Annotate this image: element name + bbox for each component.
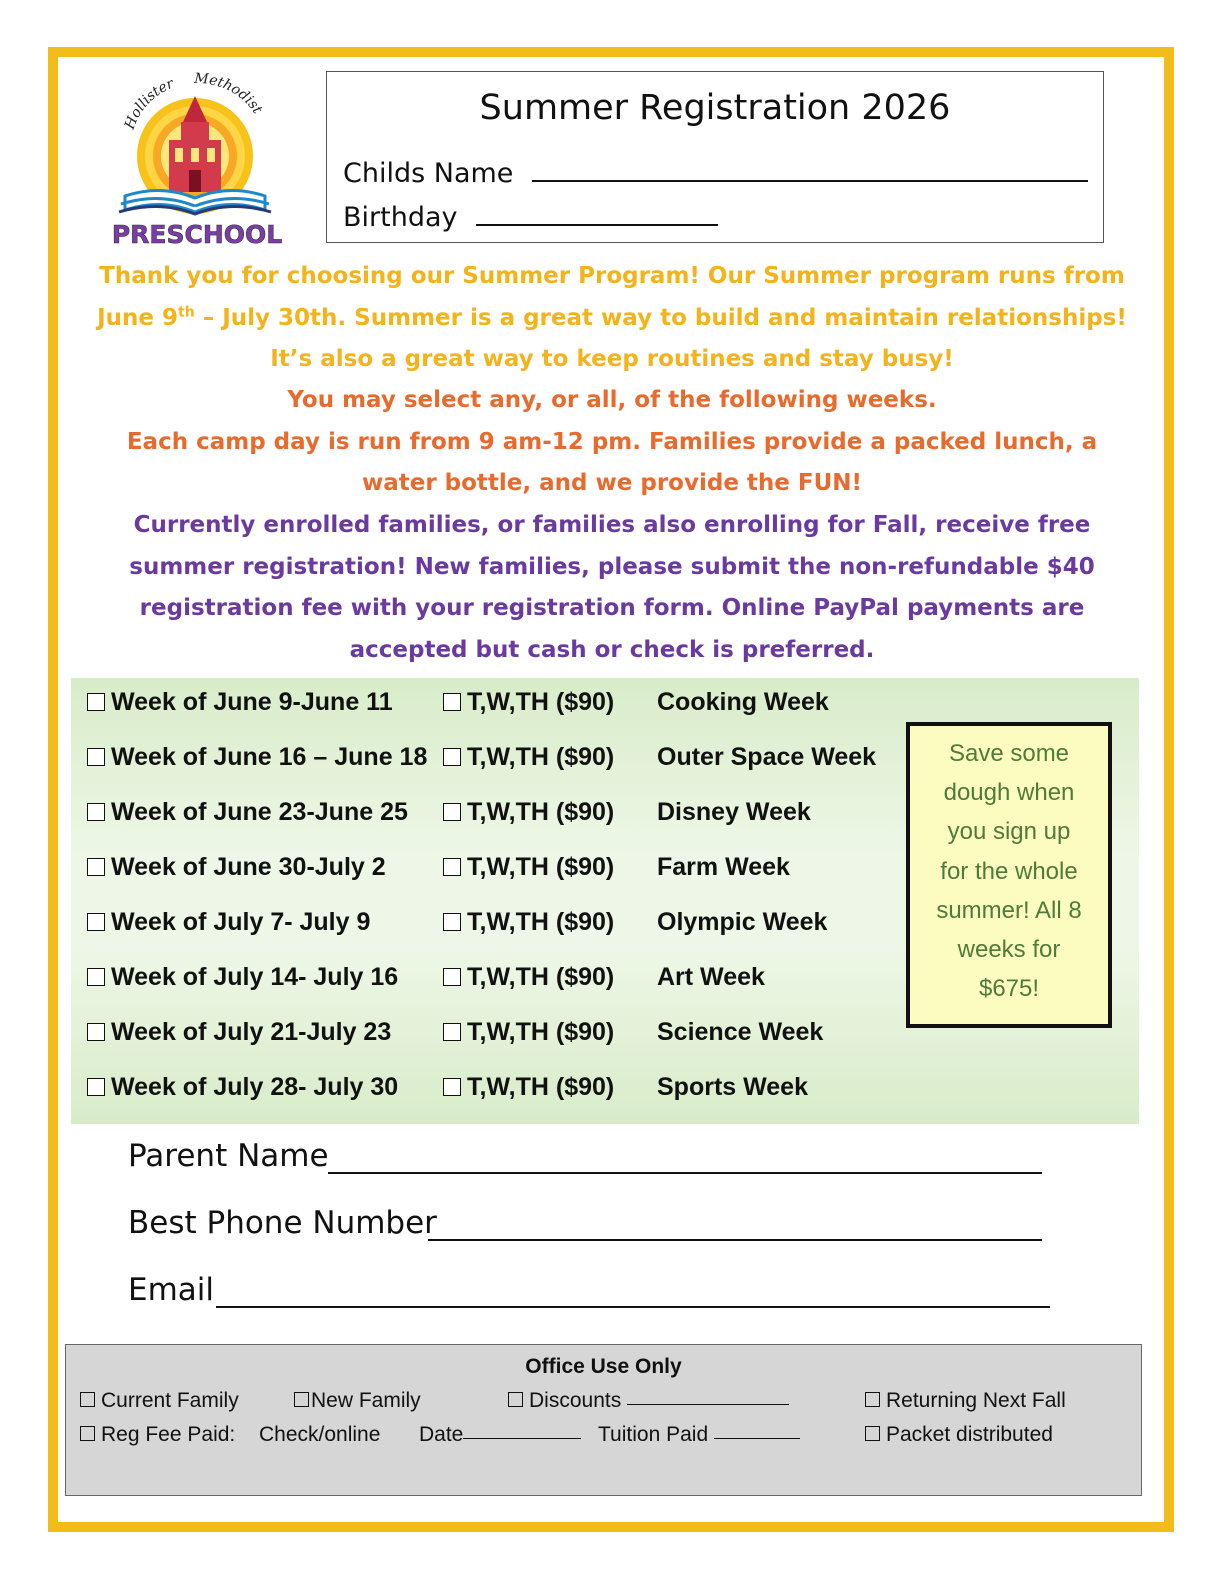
office-reg-fee xyxy=(80,1423,235,1447)
days-checkbox[interactable] xyxy=(443,858,461,876)
birthday-row xyxy=(343,202,718,233)
theme-label: Outer Space Week xyxy=(657,743,877,771)
office-label: Returning Next Fall xyxy=(886,1389,1066,1412)
church-window xyxy=(207,148,215,162)
office-new-family xyxy=(294,1389,421,1413)
week-row xyxy=(71,1018,951,1058)
page-title: Summer Registration 2026 xyxy=(479,88,951,128)
logo-word: PRESCHOOL xyxy=(111,220,283,249)
church-tower xyxy=(181,122,209,140)
intro-line: It’s also a great way to keep routines and stay busy! xyxy=(270,346,954,373)
office-checkbox[interactable] xyxy=(865,1392,880,1407)
phone-label: Best Phone Number xyxy=(128,1205,437,1241)
birthday-label: Birthday xyxy=(343,202,458,233)
week-row xyxy=(71,908,951,948)
promo-line: summer! All 8 xyxy=(936,896,1082,924)
intro-paragraph-3 xyxy=(90,505,1134,671)
intro-date-rest: – July 30th. Summer is a great way to build and maintain relationships! xyxy=(194,304,1127,331)
office-checkbox[interactable] xyxy=(294,1392,309,1407)
week-checkbox[interactable] xyxy=(87,693,105,711)
intro-line: Thank you for choosing our Summer Program! Our Summer program runs from xyxy=(99,263,1125,289)
date-field[interactable] xyxy=(463,1438,581,1439)
office-use-box xyxy=(65,1344,1142,1496)
week-label: Week of June 30-July 2 xyxy=(111,853,386,881)
office-packet xyxy=(865,1423,1053,1447)
logo-arc-text-1: Hollister xyxy=(121,75,177,132)
discounts-field[interactable] xyxy=(627,1404,789,1405)
week-checkbox[interactable] xyxy=(87,1078,105,1096)
phone-field[interactable] xyxy=(428,1239,1042,1241)
promo-line: weeks for xyxy=(957,936,1061,964)
office-checkbox[interactable] xyxy=(508,1392,523,1407)
theme-label: Olympic Week xyxy=(657,908,828,936)
parent-name-row xyxy=(128,1138,1044,1180)
office-label: Current Family xyxy=(101,1389,239,1412)
child-name-label: Childs Name xyxy=(343,158,514,189)
week-checkbox[interactable] xyxy=(87,858,105,876)
days-checkbox[interactable] xyxy=(443,1078,461,1096)
intro-line xyxy=(90,298,1134,340)
week-label: Week of June 9-June 11 xyxy=(111,688,393,716)
office-title: Office Use Only xyxy=(525,1355,682,1378)
intro-line: water bottle, and we provide the FUN! xyxy=(361,470,863,497)
days-label: T,W,TH ($90) xyxy=(467,1018,615,1046)
office-check-online: Check/online xyxy=(259,1423,381,1446)
theme-label: Farm Week xyxy=(657,853,790,881)
office-label: Packet distributed xyxy=(886,1423,1053,1446)
child-name-row xyxy=(343,158,1088,189)
days-checkbox[interactable] xyxy=(443,803,461,821)
intro-paragraph-2 xyxy=(90,380,1134,505)
days-checkbox[interactable] xyxy=(443,913,461,931)
logo-graphic xyxy=(103,72,293,252)
parent-name-field[interactable] xyxy=(328,1172,1042,1174)
intro-line: accepted but cash or check is preferred. xyxy=(349,636,875,663)
days-checkbox[interactable] xyxy=(443,748,461,766)
week-row xyxy=(71,743,951,783)
week-checkbox[interactable] xyxy=(87,968,105,986)
intro-line: summer registration! New families, please submit the non-refundable $40 xyxy=(129,553,1095,580)
logo-arc-text-2: Methodist xyxy=(193,72,266,117)
office-tuition xyxy=(598,1423,800,1447)
promo-line: dough when xyxy=(943,779,1075,807)
week-checkbox[interactable] xyxy=(87,748,105,766)
theme-label: Disney Week xyxy=(657,798,811,826)
days-label: T,W,TH ($90) xyxy=(467,688,615,716)
office-checkbox[interactable] xyxy=(80,1392,95,1407)
week-label: Week of July 28- July 30 xyxy=(111,1073,399,1101)
days-label: T,W,TH ($90) xyxy=(467,743,615,771)
preschool-logo xyxy=(103,72,293,252)
week-row xyxy=(71,798,951,838)
days-label: T,W,TH ($90) xyxy=(467,853,615,881)
birthday-field[interactable] xyxy=(476,222,718,226)
phone-row xyxy=(128,1205,1044,1247)
intro-date-start: June 9 xyxy=(97,304,179,331)
promo-box xyxy=(906,722,1112,1028)
days-label: T,W,TH ($90) xyxy=(467,908,615,936)
days-label: T,W,TH ($90) xyxy=(467,798,615,826)
church-window xyxy=(191,148,199,162)
office-discounts xyxy=(508,1389,789,1413)
office-label: Tuition Paid xyxy=(598,1423,709,1446)
week-row xyxy=(71,688,951,728)
intro-line: You may select any, or all, of the following weeks. xyxy=(287,387,937,413)
week-checkbox[interactable] xyxy=(87,913,105,931)
days-checkbox[interactable] xyxy=(443,693,461,711)
intro-ordinal: th xyxy=(178,303,195,320)
email-label: Email xyxy=(128,1272,215,1308)
email-field[interactable] xyxy=(216,1306,1050,1308)
promo-line: Save some xyxy=(948,740,1070,767)
intro-paragraph-1 xyxy=(90,256,1134,381)
office-label: New Family xyxy=(311,1389,421,1412)
email-row xyxy=(128,1272,1052,1314)
tuition-field[interactable] xyxy=(714,1438,800,1439)
promo-line: you sign up xyxy=(947,818,1071,846)
intro-line: Currently enrolled families, or families also enrolling for Fall, receive free xyxy=(133,512,1091,538)
church-door xyxy=(189,170,201,192)
days-checkbox[interactable] xyxy=(443,968,461,986)
week-row xyxy=(71,853,951,893)
office-checkbox[interactable] xyxy=(80,1426,95,1441)
week-label: Week of June 16 – June 18 xyxy=(111,743,428,771)
office-label: Discounts xyxy=(529,1389,622,1412)
days-label: T,W,TH ($90) xyxy=(467,1073,615,1101)
days-label: T,W,TH ($90) xyxy=(467,963,615,991)
week-row xyxy=(71,1073,951,1113)
week-checkbox[interactable] xyxy=(87,1023,105,1041)
week-label: Week of June 23-June 25 xyxy=(111,798,408,826)
theme-label: Cooking Week xyxy=(657,688,829,716)
theme-label: Sports Week xyxy=(657,1073,808,1101)
office-checkbox[interactable] xyxy=(865,1426,880,1441)
office-current-family xyxy=(80,1389,239,1413)
intro-line: Each camp day is run from 9 am-12 pm. Families provide a packed lunch, a xyxy=(126,428,1098,455)
intro-line: registration fee with your registration form. Online PayPal payments are xyxy=(139,595,1085,622)
child-name-field[interactable] xyxy=(532,178,1088,182)
promo-line: $675! xyxy=(978,975,1040,1003)
promo-line: for the whole xyxy=(940,857,1078,885)
office-date xyxy=(419,1423,581,1447)
header-box xyxy=(326,71,1104,243)
theme-label: Science Week xyxy=(657,1018,824,1046)
week-label: Week of July 14- July 16 xyxy=(111,963,399,991)
week-label: Week of July 7- July 9 xyxy=(111,908,371,936)
parent-name-label: Parent Name xyxy=(128,1138,329,1174)
office-label: Date xyxy=(419,1423,464,1446)
week-checkbox[interactable] xyxy=(87,803,105,821)
week-label: Week of July 21-July 23 xyxy=(111,1018,392,1046)
week-row xyxy=(71,963,951,1003)
church-window xyxy=(175,148,183,162)
theme-label: Art Week xyxy=(657,963,765,991)
office-returning xyxy=(865,1389,1066,1413)
days-checkbox[interactable] xyxy=(443,1023,461,1041)
office-label: Reg Fee Paid: xyxy=(101,1423,236,1446)
